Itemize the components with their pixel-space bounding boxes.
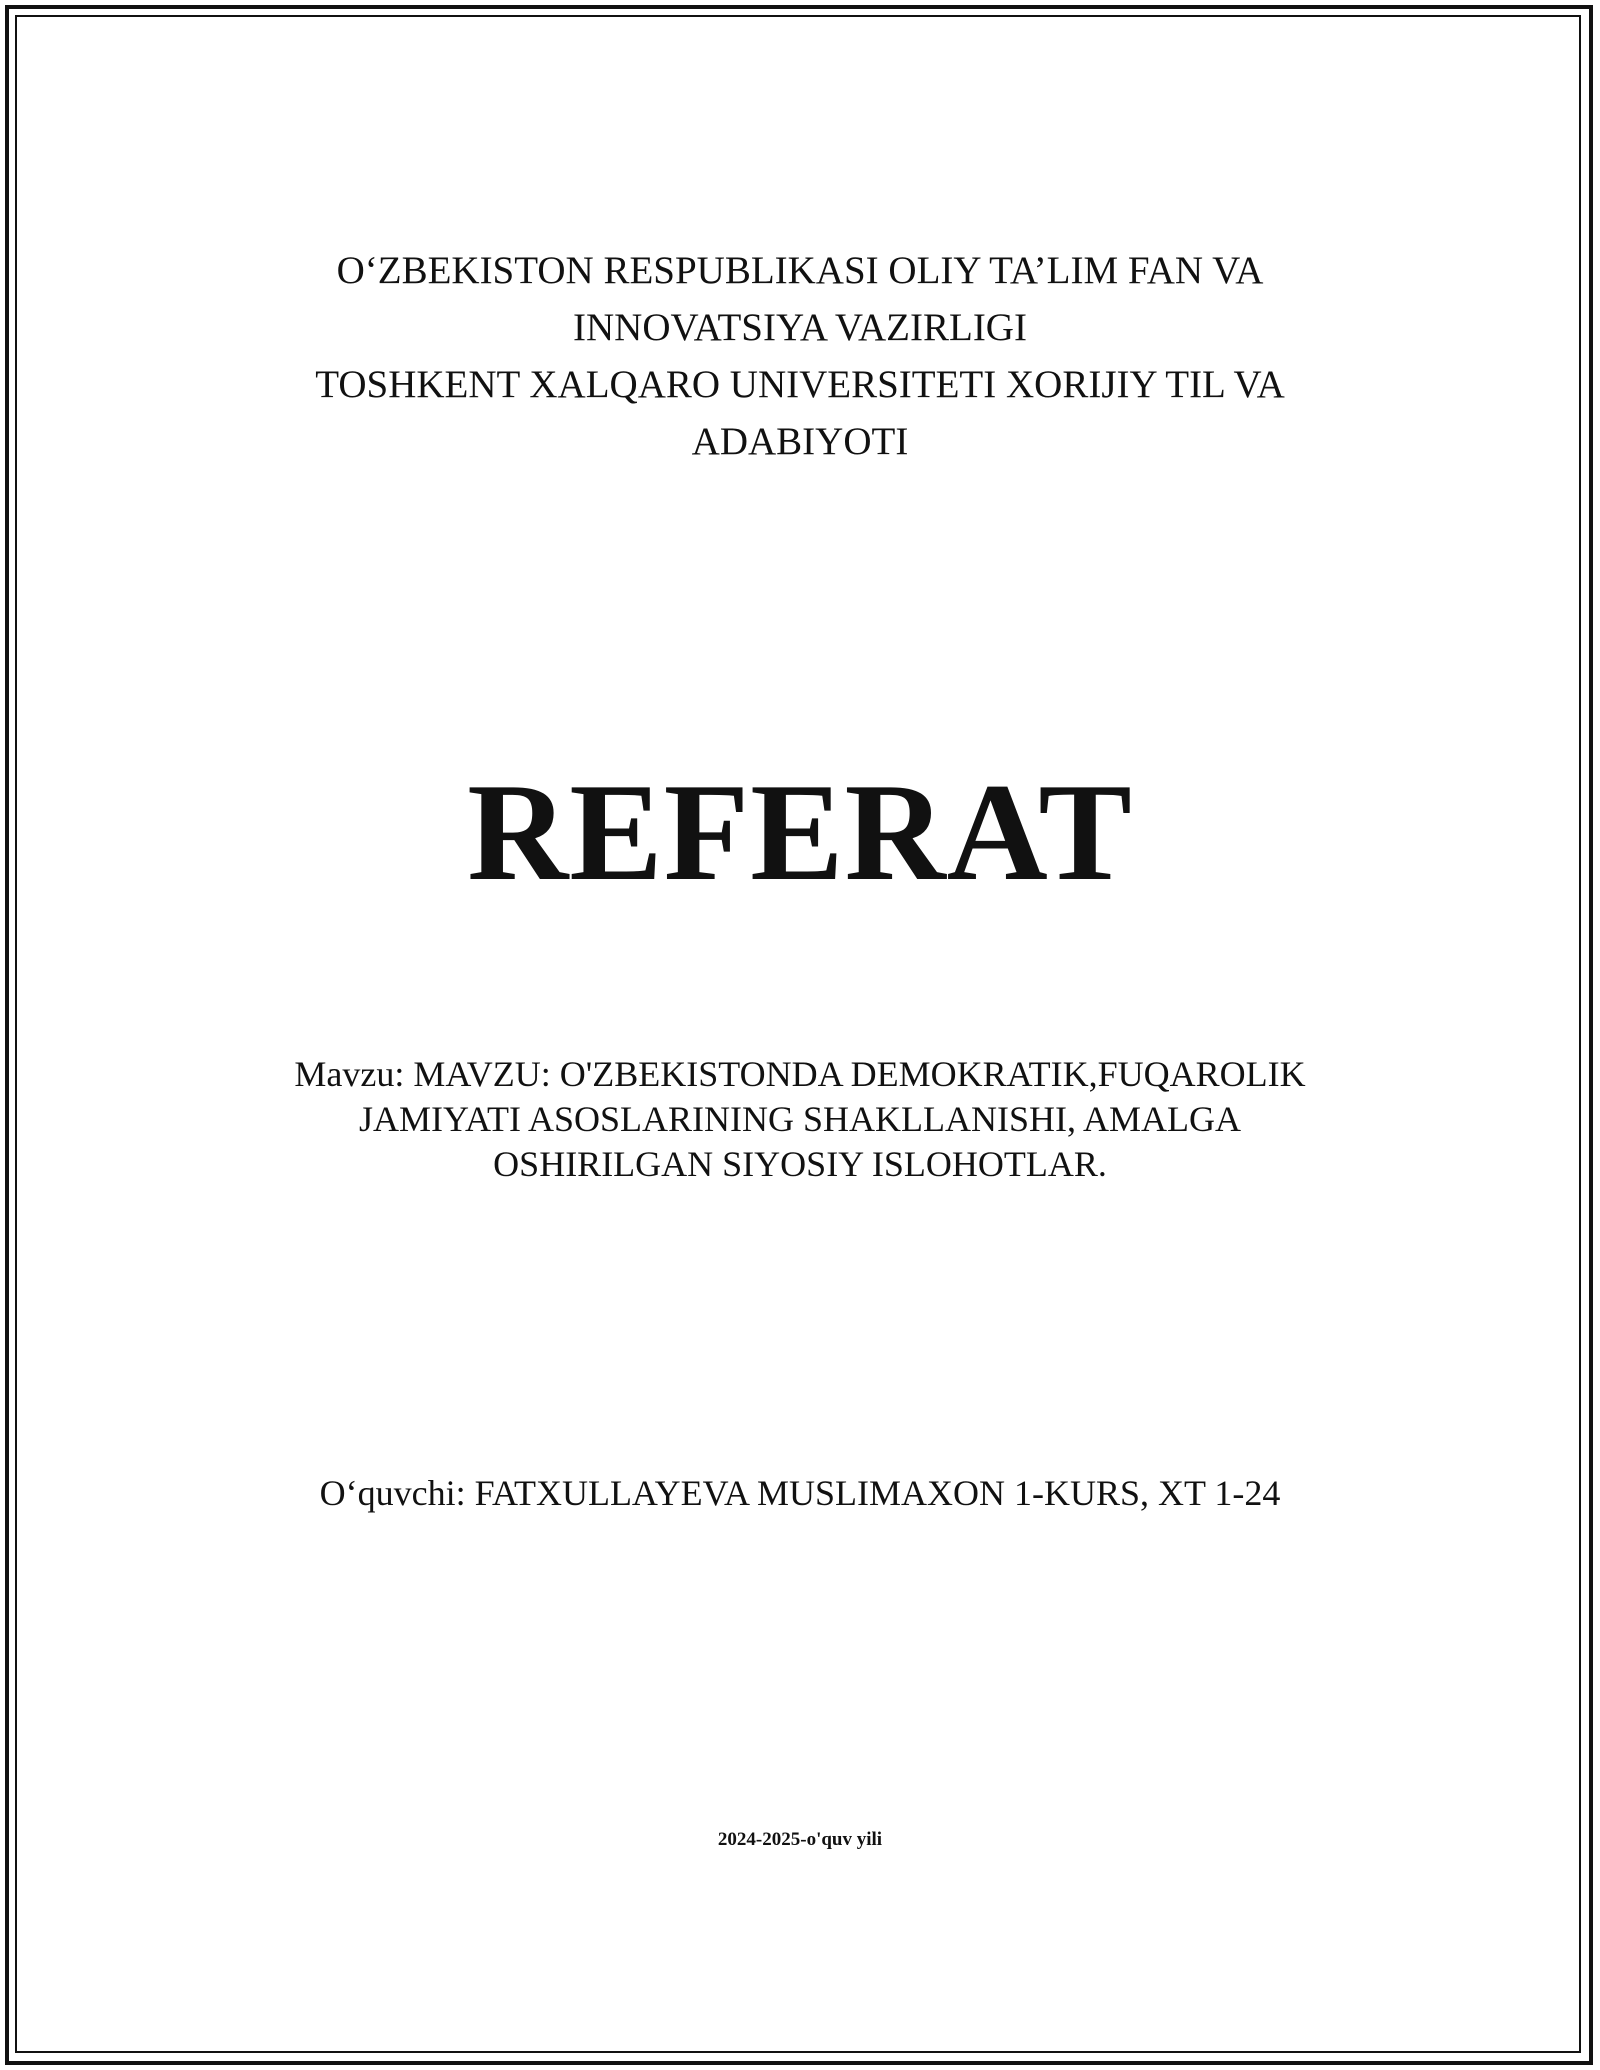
topic-block: [0, 1052, 1600, 1187]
document-title: REFERAT: [467, 755, 1133, 910]
student-info: O‘quvchi: FATXULLAYEVA MUSLIMAXON 1-KURS, XT 1-24: [319, 1473, 1281, 1513]
header-line: ADABIYOTI: [691, 420, 909, 463]
academic-year: 2024-2025-o'quv yili: [717, 1829, 883, 1850]
topic-line: Mavzu: MAVZU: O'ZBEKISTONDA DEMOKRATIK,FUQAROLIK: [294, 1054, 1306, 1094]
institution-header: [0, 242, 1600, 470]
header-line: O‘ZBEKISTON RESPUBLIKASI OLIY TA’LIM FAN VA: [336, 249, 1264, 292]
header-line: INNOVATSIYA VAZIRLIGI: [573, 306, 1027, 349]
topic-line: OSHIRILGAN SIYOSIY ISLOHOTLAR.: [493, 1144, 1107, 1184]
topic-line: JAMIYATI ASOSLARINING SHAKLLANISHI, AMALGA: [358, 1099, 1242, 1139]
header-line: TOSHKENT XALQARO UNIVERSITETI XORIJIY TIL VA: [315, 363, 1285, 406]
